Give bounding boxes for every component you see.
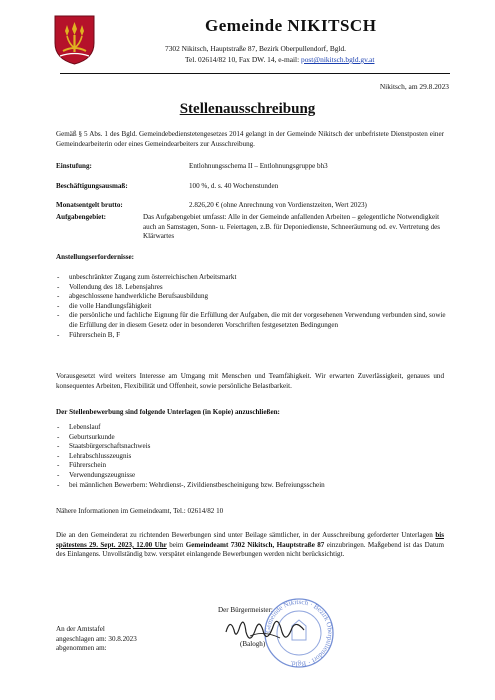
documents-list (56, 423, 448, 490)
email-link[interactable]: post@nikitsch.bgld.gv.at (301, 55, 375, 64)
tasks-label: Aufgabengebiet: (56, 213, 107, 221)
closing-text-1: Die an den Gemeinderat zu richtenden Bewerbungen sind unter Beilage sämtlicher, in der Ausschreibung geforderter Unterlagen (56, 531, 436, 539)
list-item: - bei männlichen Bewerbern: Wehrdienst-, Zivildienstbescheinigung bzw. Befreiungsschein (56, 481, 448, 491)
list-item: - Lehrabschlusszeugnis (56, 452, 448, 462)
field-value-einstufung: Entlohnungsschema II – Entlohnungsgruppe bh3 (189, 162, 328, 170)
document-date: Nikitsch, am 29.8.2023 (379, 82, 449, 91)
closing-paragraph (56, 531, 444, 560)
signature-title: Der Bürgermeister: (218, 606, 273, 614)
office-address: Gemeindeamt 7302 Nikitsch, Hauptstraße 87 (185, 540, 325, 549)
field-value-entgelt: 2.826,20 € (ohne Anrechnung von Vordienstzeiten, Wert 2023) (189, 201, 367, 209)
list-item: - Lebenslauf (56, 423, 448, 433)
notice-block (56, 625, 137, 654)
mayor-name: (Balogh) (240, 640, 266, 648)
header-divider (60, 73, 450, 74)
requirements-heading: Anstellungserfordernisse: (56, 253, 135, 261)
documents-heading: Der Stellenbewerbung sind folgende Unterlagen (in Kopie) anzuschließen: (56, 408, 280, 416)
field-label-entgelt: Monatsentgelt brutto: (56, 201, 123, 209)
application-deadline: bis spätestens 29. Sept. 2023, 12.00 Uhr (56, 531, 444, 549)
list-item: - Führerschein B, F (56, 331, 448, 341)
tasks-value: Das Aufgabengebiet umfasst: Alle in der Gemeinde anfallenden Arbeiten – gelegentliche Notwendigkeit auch an Samstagen, Sonn- u. Feiertagen, z.B. für Deponiedienste, Schneeräumung od. ev. Vertretung des Klärwartes (143, 213, 441, 241)
contact-text: Tel. 02614/82 10, Fax DW. 14, e-mail: (185, 55, 302, 64)
list-item: - Staatsbürgerschaftsnachweis (56, 442, 448, 452)
list-item: - abgeschlossene handwerkliche Berufsausbildung (56, 292, 448, 302)
notice-line: abgenommen am: (56, 644, 107, 653)
organization-contact (185, 55, 374, 64)
coat-of-arms-icon (54, 15, 95, 65)
notice-line: An der Amtstafel (56, 625, 105, 633)
list-item: - Geburtsurkunde (56, 433, 448, 443)
field-label-ausmass: Beschäftigungsausmaß: (56, 182, 128, 190)
intro-paragraph: Gemäß § 5 Abs. 1 des Bgld. Gemeindebedienstetengesetzes 2014 gelangt in der Gemeinde Nikitsch der unbefristete Dienstposten einer Gemeindearbeiterin oder eines Gemeindearbeiters zur Ausschreibung. (56, 130, 444, 148)
list-item: - Verwendungszeugnisse (56, 471, 448, 481)
list-item: - die persönliche und fachliche Eignung für die Erfüllung der Aufgaben, die mit der vorgesehenen Verwendung verbunden sind, sowie die Erfüllung der in diesem Gesetz oder in besonderen Vorschriften festgesetzten Bedingungen (56, 311, 448, 330)
notice-line: angeschlagen am: 30.8.2023 (56, 634, 137, 643)
field-value-ausmass: 100 %, d. s. 40 Wochenstunden (189, 182, 279, 190)
closing-text-2: beim (166, 540, 186, 549)
closing-text-3: einzubringen. Maßgebend ist das Datum des Einlangens. Unvollständig bzw. verspätet einlangende Bewerbungen werden nicht berücksichtigt. (56, 540, 444, 559)
list-item: - Vollendung des 18. Lebensjahres (56, 283, 448, 293)
document-title: Stellenausschreibung (179, 101, 316, 117)
list-item: - die volle Handlungsfähigkeit (56, 302, 448, 312)
organization-address: 7302 Nikitsch, Hauptstraße 87, Bezirk Oberpullendorf, Bgld. (165, 44, 347, 53)
info-line: Nähere Informationen im Gemeindeamt, Tel.: 02614/82 10 (56, 507, 224, 515)
stamp-text: Gemeinde Nikitsch · Bezirk Oberpullendorf · Bgld. (263, 597, 335, 669)
requirements-list (56, 273, 448, 340)
list-item: - unbeschränkter Zugang zum österreichischen Arbeitsmarkt (56, 273, 448, 283)
organization-name: Gemeinde NIKITSCH (205, 16, 377, 35)
list-item: - Führerschein (56, 461, 448, 471)
field-label-einstufung: Einstufung: (56, 162, 92, 170)
expectations-paragraph: Vorausgesetzt wird weiters Interesse am Umgang mit Menschen und Teamfähigkeit. Wir erwarten Zuverlässigkeit, genaues und konsequentes Arbeiten, Flexibilität und Offenheit, sowie persönliche Belastbarkeit. (56, 372, 444, 390)
